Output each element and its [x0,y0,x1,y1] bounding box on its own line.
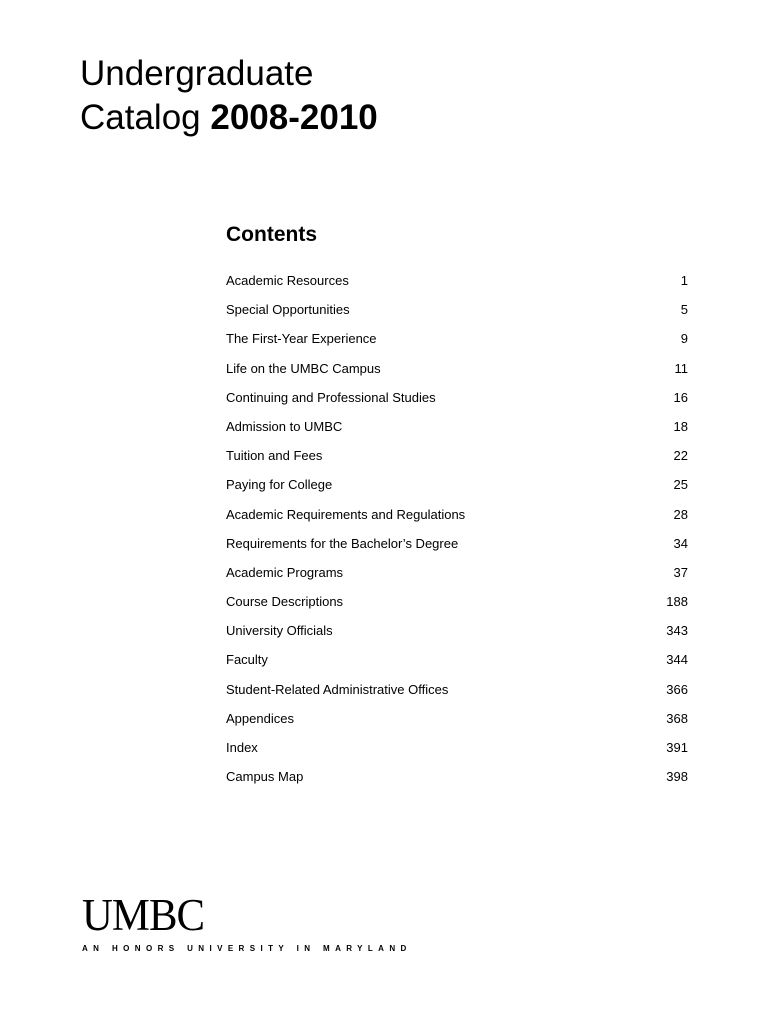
contents-heading: Contents [226,223,317,246]
toc-entry-label: Academic Resources [226,273,349,288]
toc-entry-page-number: 9 [680,331,688,347]
title-line-2 [80,96,378,140]
toc-entry [226,529,688,558]
title-line-1: Undergraduate [80,54,314,93]
toc-entry [226,558,688,587]
toc-entry-label: Faculty [226,652,268,668]
toc-entry-label: Academic Requirements and Regulations [226,506,466,522]
toc-entry-page-number: 366 [666,681,688,697]
toc-entry-page-number: 1 [680,273,688,288]
toc-entry-label: Life on the UMBC Campus [226,360,381,376]
toc-entry-page-number: 18 [673,418,688,434]
logo-tagline: AN HONORS UNIVERSITY IN MARYLAND [82,944,412,953]
toc-entry-page-number: 368 [666,710,688,726]
toc-entry-page-number: 391 [666,740,688,755]
umbc-logo [82,892,412,953]
toc-entry-page-number: 16 [673,389,688,405]
toc-entry-page-number: 37 [673,564,688,580]
toc-entry-label: Index [226,740,258,755]
title-catalog-word: Catalog [80,98,211,137]
toc-entry [226,324,688,353]
toc-entry-page-number: 398 [666,769,688,785]
toc-entry-label: Tuition and Fees [226,448,323,464]
toc-entry-page-number: 188 [666,594,688,610]
toc-entry-page-number: 25 [673,477,688,493]
toc-entry [226,616,688,645]
toc-entry-label: Academic Programs [226,564,344,580]
toc-entry [226,470,688,499]
toc-entry [226,412,688,441]
toc-entry-page-number: 11 [674,360,688,376]
toc-entry-page-number: 344 [666,652,688,668]
toc-entry-label: Admission to UMBC [226,418,343,434]
toc-entry [226,645,688,674]
toc-entry-label: Requirements for the Bachelor’s Degree [226,535,459,551]
toc-entry-label: Appendices [226,710,294,726]
toc-entry [226,441,688,470]
toc-entry [226,675,688,704]
logo-wordmark: UMBC [82,890,205,940]
toc-entry [226,354,688,383]
toc-entry-label: Paying for College [226,477,333,493]
toc-entry-label: Campus Map [226,769,304,785]
toc-entry-label: Course Descriptions [226,594,344,610]
toc-entry-label: The First-Year Experience [226,331,377,347]
toc-list [226,266,688,791]
toc-entry-page-number: 5 [680,302,688,318]
toc-entry [226,762,688,791]
toc-entry-page-number: 343 [666,623,688,639]
toc-entry-label: Continuing and Professional Studies [226,389,436,405]
toc-entry-page-number: 34 [673,535,688,551]
toc-entry-label: Student-Related Administrative Offices [226,681,449,697]
toc-entry-page-number: 28 [673,506,688,522]
toc-entry [226,383,688,412]
toc-entry [226,587,688,616]
toc-entry-label: Special Opportunities [226,302,350,318]
toc-entry [226,733,688,762]
toc-entry-page-number: 22 [673,448,688,464]
toc-entry [226,266,688,295]
toc-entry-label: University Officials [226,623,333,639]
toc-entry [226,704,688,733]
catalog-title [80,52,378,140]
toc-entry [226,500,688,529]
title-years: 2008-2010 [210,98,378,137]
toc-entry [226,295,688,324]
table-of-contents [226,220,688,785]
